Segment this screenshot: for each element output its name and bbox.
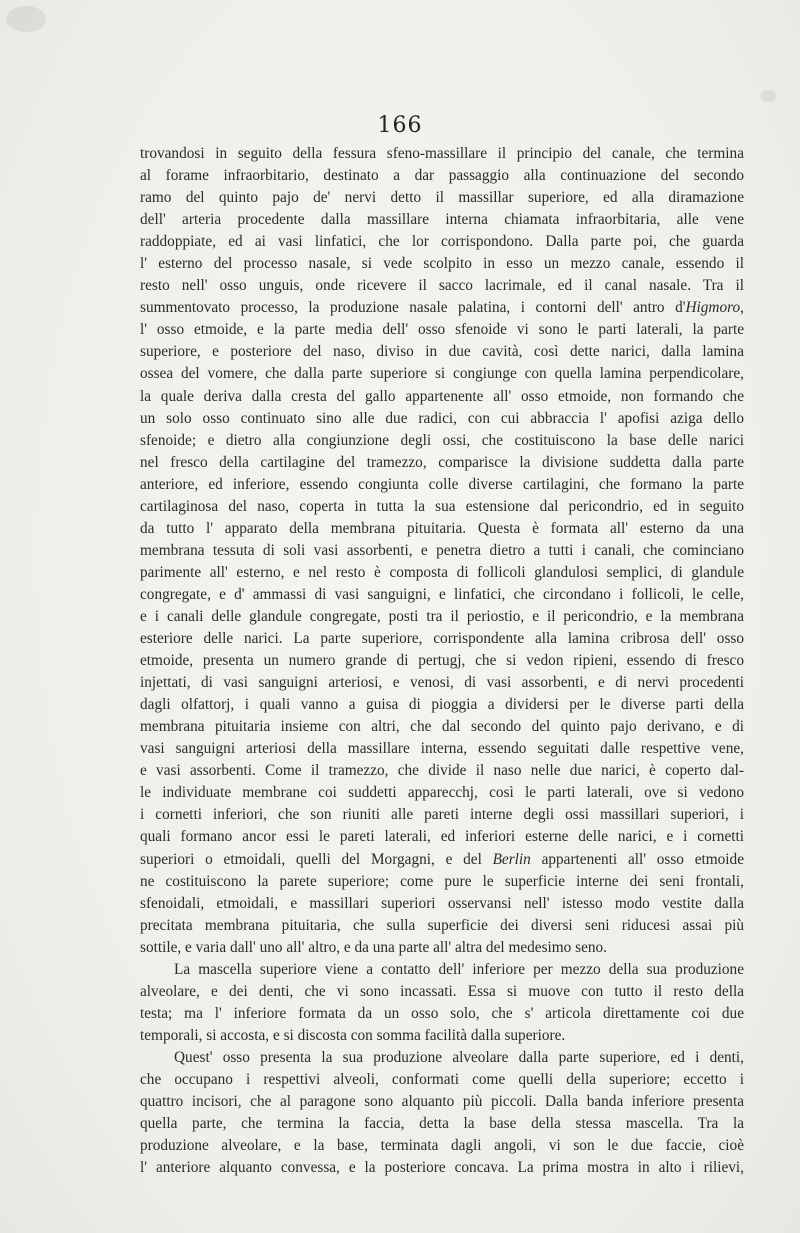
- text-line: ossea del vomere, che dalla parte superiore si congiunge con quella lamina perpendicolare,: [140, 365, 744, 383]
- text-line: cartilaginosa del naso, coperta in tutta la sua estensione dal pericondrio, ed in seguito: [140, 497, 744, 515]
- text-line: quattro incisori, che al paragone sono alquanto più piccoli. Dalla banda inferiore presenta: [140, 1093, 744, 1111]
- text-line: e i canali delle glandule congregate, posti tra il periostio, e il pericondrio, e la membrana: [140, 607, 744, 625]
- italic-name: Higmoro: [685, 299, 741, 317]
- italic-name: Berlin: [492, 850, 531, 868]
- text-line: dell' arteria procedente dalla massillare interna chiamata infraorbitaria, alle vene: [140, 211, 744, 229]
- text-line: le individuate membrane coi suddetti apparecchj, così le parti laterali, ove si vedono: [140, 784, 744, 802]
- paper-stain: [760, 90, 776, 102]
- text-line: produzione alveolare, e la base, terminata dagli angoli, vi son le due faccie, cioè: [140, 1137, 744, 1155]
- text-line: l' anteriore alquanto convessa, e la posteriore concava. La prima mostra in alto i rilievi,: [140, 1159, 744, 1177]
- text-line: la quale deriva dalla cresta del gallo appartenente all' osso etmoide, non formando che: [140, 387, 744, 405]
- text-line: i cornetti inferiori, che son riuniti alle pareti interne degli ossi massillari superiori, i: [140, 806, 744, 824]
- text-line: che occupano i respettivi alveoli, conformati come quelli della superiore; eccetto i: [140, 1070, 744, 1088]
- text-line: sfenoidali, etmoidali, e massillari superiori osservansi nell' istesso modo vestite dalla: [140, 894, 744, 912]
- text-line: injettati, di vasi sanguigni arteriosi, e venosi, di vasi assorbenti, e di nervi procedenti: [140, 674, 744, 692]
- text-line: l' esterno del processo nasale, si vede scolpito in esso un mezzo canale, essendo il: [140, 255, 744, 273]
- text-line: esteriore delle narici. La parte superiore, corrispondente alla lamina cribrosa dell' osso: [140, 630, 744, 648]
- text-line: e vasi assorbenti. Come il tramezzo, che divide il naso nelle due narici, è coperto dal-: [140, 762, 744, 780]
- text-line: superiore, e posteriore del naso, diviso in due cavità, così dette narici, dalla lamina: [140, 343, 744, 361]
- text-line: testa; ma l' inferiore formata da un osso solo, che s' articola direttamente coi due: [140, 1004, 744, 1022]
- paper-stain: [6, 6, 46, 32]
- page-number: 166: [377, 113, 423, 138]
- text-line: precitata membrana pituitaria, che sulla superficie dei diversi seni riducesi assai più: [140, 916, 744, 934]
- text-line: resto nell' osso unguis, onde ricevere il sacco lacrimale, ed il canal nasale. Tra il: [140, 277, 744, 295]
- text-line: membrana pituitaria insieme con altri, che dal secondo del quinto pajo derivano, e di: [140, 718, 744, 736]
- text-line: ramo del quinto pajo de' nervi detto il massillar superiore, ed alla diramazione: [140, 189, 744, 207]
- text-line: sfenoide; e dietro alla congiunzione degli ossi, che costituiscono la base delle narici: [140, 431, 744, 449]
- text-line: da tutto l' apparato della membrana pituitaria. Questa è formata all' esterno da una: [140, 519, 744, 537]
- text-line: sottile, e varia dall' uno all' altro, e da una parte all' altra del medesimo seno.: [140, 938, 608, 956]
- text-line: quali formano ancor essi le pareti laterali, ed inferiori esterne delle narici, e i cornetti: [140, 828, 744, 846]
- text-line: congregate, e d' ammassi di vasi sanguigni, e linfatici, che circondano i follicoli, le celle,: [140, 585, 744, 603]
- text-line: superiori o etmoidali, quelli del Morgagni, e del Berlin appartenenti all' osso etmoide: [140, 850, 744, 868]
- body-text: [140, 143, 744, 1179]
- text-line: alveolare, e dei denti, che vi sono incassati. Essa si muove con tutto il resto della: [140, 982, 744, 1000]
- text-line: summentovato processo, la produzione nasale palatina, i contorni dell' antro d'Higmoro,: [140, 299, 744, 317]
- text-line: raddoppiate, ed ai vasi linfatici, che lor corrispondono. Dalla parte poi, che guarda: [140, 233, 744, 251]
- text-line: anteriore, ed inferiore, essendo congiunta colle diverse cartilagini, che formano la parte: [140, 475, 744, 493]
- text-line: l' osso etmoide, e la parte media dell' osso sfenoide vi sono le parti laterali, la parte: [140, 321, 744, 339]
- text-line: temporali, si accosta, e si discosta con somma facilità dalla superiore.: [140, 1026, 566, 1044]
- text-line: nel fresco della cartilagine del tramezzo, comparisce la divisione suddetta dalla parte: [140, 453, 744, 471]
- text-line: al forame infraorbitario, destinato a dar passaggio alla continuazione del secondo: [140, 167, 744, 185]
- text-line: etmoide, presenta un numero grande di pertugj, che si vedon ripieni, essendo di fresco: [140, 652, 744, 670]
- text-line: dagli olfattorj, i quali vanno a guisa di pioggia a dividersi per le diverse parti della: [140, 696, 744, 714]
- text-line: ne costituiscono la parete superiore; come pure le superficie interne dei seni frontali,: [140, 872, 744, 890]
- text-line: Quest' osso presenta la sua produzione alveolare dalla parte superiore, ed i denti,: [174, 1048, 744, 1066]
- text-line: parimente all' esterno, e nel resto è composta di follicoli glandulosi semplici, di glandule: [140, 563, 744, 581]
- text-line: La mascella superiore viene a contatto dell' inferiore per mezzo della sua produzione: [174, 960, 744, 978]
- text-line: vasi sanguigni arteriosi della massillare interna, essendo seguitati dalle respettive vene,: [140, 740, 744, 758]
- text-line: un solo osso continuato sino alle due radici, con cui abbraccia l' apofisi aziga dello: [140, 409, 744, 427]
- text-line: trovandosi in seguito della fessura sfeno-massillare il principio del canale, che termina: [140, 145, 744, 162]
- text-line: membrana tessuta di soli vasi assorbenti, e penetra dietro a tutti i canali, che cominciano: [140, 541, 744, 559]
- text-line: quella parte, che termina la faccia, detta la base della stessa mascella. Tra la: [140, 1115, 744, 1133]
